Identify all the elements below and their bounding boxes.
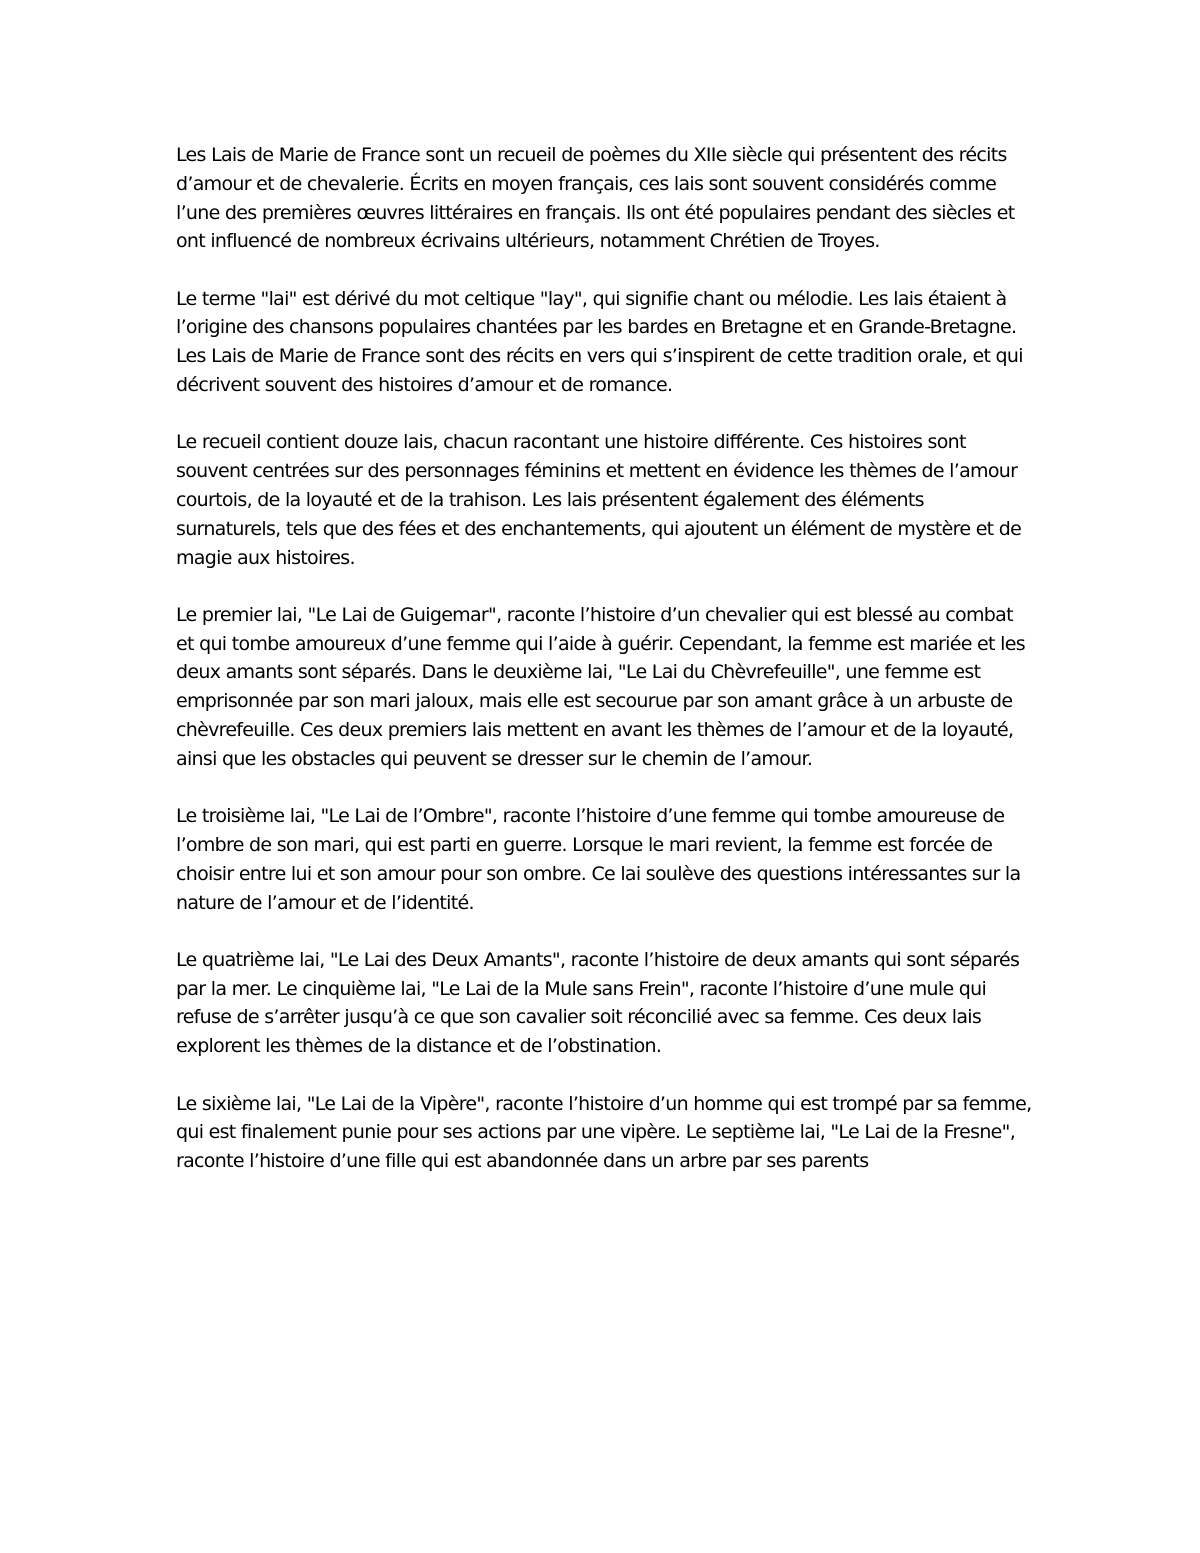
paragraph-third-lai: Le troisième lai, "Le Lai de l’Ombre", raconte l’histoire d’une femme qui tombe amoureuse de l’ombre de son mari, qui est parti en guerre. Lorsque le mari revient, la femme est forcée de choisir entre lui et son amour pour son ombre. Ce lai soulève des questions intéressantes sur la nature de l’amour et de l’identité. bbox=[176, 805, 1021, 914]
paragraph-term-lai: Le terme "lai" est dérivé du mot celtique "lay", qui signifie chant ou mélodie. Les lais étaient à l’origine des chansons populaires chantées par les bardes en Bretagne et en Grande-Bretagne. Les Lais de Marie de France sont des récits en vers qui s’inspirent de cette tradition orale, et qui décrivent souvent des histoires d’amour et de romance. bbox=[176, 287, 1023, 397]
paragraph-sixth-seventh-lais: Le sixième lai, "Le Lai de la Vipère", raconte l’histoire d’un homme qui est trompé par sa femme, qui est finalement punie pour ses actions par une vipère. Le septième lai, "Le Lai de la Fresne", raconte l’histoire d’une fille qui est abandonnée dans un arbre par ses parents bbox=[176, 1092, 1032, 1173]
paragraph-first-lais: Le premier lai, "Le Lai de Guigemar", raconte l’histoire d’un chevalier qui est blessé au combat et qui tombe amoureux d’une femme qui l’aide à guérir. Cependant, la femme est mariée et les deux amants sont séparés. Dans le deuxième lai, "Le Lai du Chèvrefeuille", une femme est emprisonnée par son mari jaloux, mais elle est secourue par son amant grâce à un arbuste de chèvrefeuille. Ces deux premiers lais mettent en avant les thèmes de l’amour et de la loyauté, ainsi que les obstacles qui peuvent se dresser sur le chemin de l’amour. bbox=[176, 603, 1025, 770]
paragraph-fourth-fifth-lais: Le quatrième lai, "Le Lai des Deux Amants", raconte l’histoire de deux amants qui sont séparés par la mer. Le cinquième lai, "Le Lai de la Mule sans Frein", raconte l’histoire d’une mule qui refuse de s’arrêter jusqu’à ce que son cavalier soit réconcilié avec sa femme. Ces deux lais explorent les thèmes de la distance et de l’obstination. bbox=[176, 948, 1020, 1058]
document-body bbox=[176, 141, 1032, 1204]
paragraph-intro: Les Lais de Marie de France sont un recueil de poèmes du XIIe siècle qui présentent des récits d’amour et de chevalerie. Écrits en moyen français, ces lais sont souvent considérés comme l’une des premières œuvres littéraires en français. Ils ont été populaires pendant des siècles et ont influencé de nombreux écrivains ultérieurs, notamment Chrétien de Troyes. bbox=[176, 144, 1015, 253]
paragraph-collection: Le recueil contient douze lais, chacun racontant une histoire différente. Ces histoires sont souvent centrées sur des personnages féminins et mettent en évidence les thèmes de l’amour courtois, de la loyauté et de la trahison. Les lais présentent également des éléments surnaturels, tels que des fées et des enchantements, qui ajoutent un élément de mystère et de magie aux histoires. bbox=[176, 431, 1022, 569]
